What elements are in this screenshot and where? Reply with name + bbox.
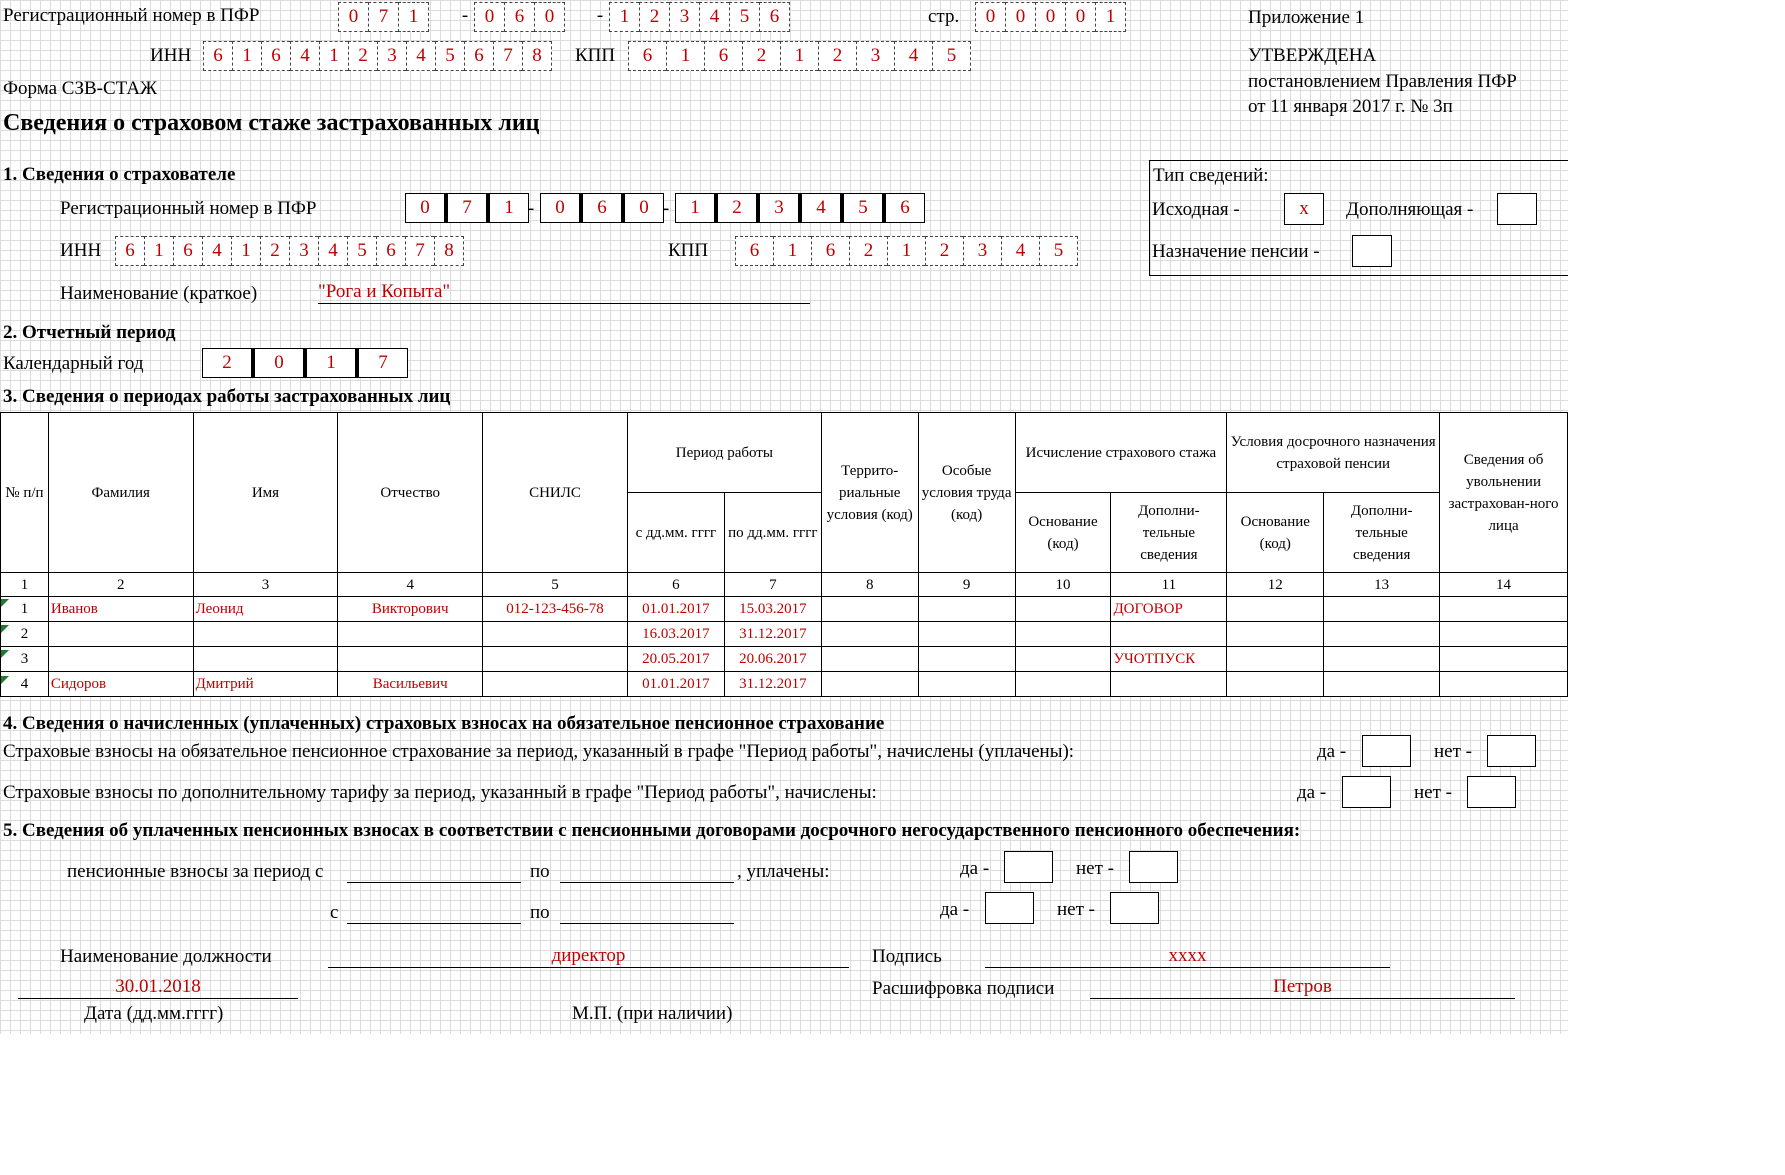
s5-period2-to-field[interactable] [560,901,734,924]
digit-cell[interactable]: 5 [843,193,885,223]
digit-cell[interactable]: 3 [377,41,406,71]
page-label: стр. [928,6,960,27]
s5-line1-yes-box[interactable] [1004,851,1053,883]
cell-marker-icon [1,599,9,607]
dash: - [596,5,604,26]
digit-cell[interactable]: 7 [447,193,489,223]
date-label: Дата (дд.мм.гггг) [84,1003,224,1024]
info-type-initial-box[interactable]: х [1284,193,1324,225]
s4-line1-yes-box[interactable] [1362,735,1411,767]
s1-name-field[interactable] [318,281,810,304]
cell-surname[interactable]: Иванов [48,597,193,622]
digit-cell[interactable]: 0 [975,2,1005,32]
s5-to2-label: по [530,902,550,923]
s5-from2-label: с [330,902,339,923]
digit-cell[interactable]: 0 [338,2,368,32]
info-type-supplement-box[interactable] [1497,193,1537,225]
cell-name[interactable] [193,647,338,672]
dash: - [662,198,670,219]
col-number: 6 [627,573,724,597]
s5-period1-from-field[interactable] [347,860,521,883]
approved-label: УТВЕРЖДЕНА [1248,45,1377,66]
col-number: 10 [1015,573,1111,597]
s1-kpp-label: КПП [668,240,709,261]
digit-cell[interactable]: 4 [894,41,932,71]
s5-line1-yes-label: да - [960,858,990,879]
section2-title: 2. Отчетный период [3,322,176,343]
digit-cell[interactable]: 0 [1005,2,1035,32]
digit-cell[interactable]: 0 [624,193,664,223]
cell-surname[interactable] [48,647,193,672]
s1-reg-label: Регистрационный номер в ПФР [60,198,317,219]
digit-cell[interactable]: 6 [115,236,144,266]
cell-name[interactable]: Дмитрий [193,672,338,697]
s1-kpp-cells [735,236,1078,266]
cell-special[interactable] [918,622,1015,647]
cell-territory[interactable] [821,597,918,622]
digit-cell[interactable]: 2 [260,236,289,266]
approved-by: постановлением Правления ПФР [1248,71,1517,92]
cell-snils[interactable]: 012-123-456-78 [483,597,628,622]
s4-line2-no-box[interactable] [1467,776,1516,808]
th-patronymic: Отчество [338,413,483,573]
digit-cell[interactable]: 6 [464,41,493,71]
digit-cell[interactable]: 6 [759,2,790,32]
s4-line2: Страховые взносы по дополнительному тарифу за период, указанный в графе "Период работы", начислены: [3,782,877,803]
digit-cell[interactable]: 1 [675,193,717,223]
cell-surname[interactable] [48,622,193,647]
th-snils: СНИЛС [483,413,628,573]
cell-from[interactable]: 16.03.2017 [627,622,724,647]
digit-cell[interactable]: 1 [398,2,429,32]
digit-cell[interactable]: 0 [254,348,306,378]
s5-line2-no-box[interactable] [1110,892,1159,924]
table-row [1,597,1568,622]
s5-paid-label: , уплачены: [737,861,830,882]
digit-cell[interactable]: 7 [405,236,434,266]
s5-to-label: по [530,861,550,882]
s1-reg-cells-b [540,193,664,223]
cell-special[interactable] [918,672,1015,697]
page-cells [975,2,1126,32]
s4-line2-yes-box[interactable] [1342,776,1391,808]
digit-cell[interactable]: 2 [348,41,377,71]
digit-cell[interactable]: 4 [801,193,843,223]
cell-calc-extra[interactable]: ДОГОВОР [1111,597,1227,622]
col-number: 4 [338,573,483,597]
col-number: 13 [1324,573,1440,597]
digit-cell[interactable]: 3 [963,236,1001,266]
digit-cell[interactable]: 3 [856,41,894,71]
digit-cell[interactable]: 4 [1001,236,1039,266]
cell-patronymic[interactable] [338,647,483,672]
digit-cell[interactable]: 7 [358,348,408,378]
digit-cell[interactable]: 1 [773,236,811,266]
decoding-label: Расшифровка подписи [872,978,1055,999]
table-row [1,622,1568,647]
th-calc-base: Основание (код) [1015,493,1111,573]
position-value: директор [551,945,626,966]
cell-early-base[interactable] [1227,597,1324,622]
digit-cell[interactable]: 1 [780,41,818,71]
th-early-base: Основание (код) [1227,493,1324,573]
digit-cell[interactable]: 4 [699,2,729,32]
position-field[interactable] [328,945,849,968]
s4-line2-no-label: нет - [1414,782,1452,803]
digit-cell[interactable]: 6 [582,193,624,223]
section3-title: 3. Сведения о периодах работы застрахованных лиц [3,386,451,407]
digit-cell[interactable]: 1 [319,41,348,71]
cell-early-extra[interactable] [1324,647,1440,672]
s1-name-label: Наименование (краткое) [60,283,258,304]
digit-cell[interactable]: 8 [522,41,552,71]
th-calc-extra: Дополни-тельные сведения [1111,493,1227,573]
table-row [1,647,1568,672]
cell-from[interactable]: 01.01.2017 [627,597,724,622]
header-reg-cells-b [474,2,565,32]
digit-cell[interactable]: 2 [818,41,856,71]
digit-cell[interactable]: 2 [639,2,669,32]
digit-cell[interactable]: 5 [729,2,759,32]
cell-calc-base[interactable] [1015,647,1111,672]
header-inn-cells [203,41,552,71]
digit-cell[interactable]: 5 [347,236,376,266]
digit-cell[interactable]: 3 [759,193,801,223]
header-kpp-cells [628,41,971,71]
digit-cell[interactable]: 5 [1039,236,1078,266]
cell-snils[interactable] [483,672,628,697]
s5-period1-to-field[interactable] [560,860,734,883]
digit-cell[interactable]: 1 [306,348,358,378]
cell-patronymic[interactable]: Васильевич [338,672,483,697]
info-type-label: Тип сведений: [1153,165,1269,186]
s1-inn-cells [115,236,464,266]
digit-cell[interactable]: 0 [405,193,447,223]
cell-calc-base[interactable] [1015,622,1111,647]
col-number: 9 [918,573,1015,597]
signature-field[interactable] [985,945,1390,968]
section5-title: 5. Сведения об уплаченных пенсионных взносах в соответствии с пенсионными договорами досрочного негосударственного пенсионного обеспечения: [3,820,1301,841]
cell-early-base[interactable] [1227,622,1324,647]
s1-inn-label: ИНН [60,240,102,261]
cell-marker-icon [1,625,9,633]
dash: - [527,198,535,219]
digit-cell[interactable]: 6 [261,41,290,71]
digit-cell[interactable]: 6 [376,236,405,266]
col-number: 1 [1,573,49,597]
digit-cell[interactable]: 6 [173,236,202,266]
digit-cell[interactable]: 5 [435,41,464,71]
s1-name-value: "Рога и Копыта" [318,281,451,302]
th-surname: Фамилия [48,413,193,573]
digit-cell[interactable]: 6 [735,236,773,266]
digit-cell[interactable]: 0 [540,193,582,223]
s5-line2-yes-label: да - [940,899,970,920]
digit-cell[interactable]: 1 [232,41,261,71]
cell-from[interactable]: 20.05.2017 [627,647,724,672]
digit-cell[interactable]: 3 [289,236,318,266]
header-inn-label: ИНН [150,45,192,66]
s5-line1-no-box[interactable] [1129,851,1178,883]
digit-cell[interactable]: 2 [717,193,759,223]
s1-reg-cells-c [675,193,925,223]
digit-cell[interactable]: 6 [704,41,742,71]
appendix-note: Приложение 1 [1248,7,1365,28]
cell-num[interactable]: 3 [1,647,49,672]
signature-value: хххх [1168,945,1207,966]
digit-cell[interactable]: 1 [887,236,925,266]
periods-table [0,412,1568,697]
signature-label: Подпись [872,946,942,967]
digit-cell[interactable]: 6 [811,236,849,266]
info-type-initial-label: Исходная - [1152,199,1240,220]
cell-calc-base[interactable] [1015,672,1111,697]
date-field[interactable] [18,976,298,999]
digit-cell[interactable]: 2 [925,236,963,266]
digit-cell[interactable]: 8 [434,236,464,266]
cell-dismissal[interactable] [1440,622,1568,647]
digit-cell[interactable]: 1 [144,236,173,266]
th-dismissal: Сведения об увольнении застрахован-ного лица [1440,413,1568,573]
cell-calc-extra[interactable] [1111,672,1227,697]
cell-surname[interactable]: Сидоров [48,672,193,697]
cell-early-extra[interactable] [1324,672,1440,697]
digit-cell[interactable]: 7 [493,41,522,71]
digit-cell[interactable]: 6 [203,41,232,71]
digit-cell[interactable]: 4 [318,236,347,266]
col-number: 14 [1440,573,1568,597]
cell-snils[interactable] [483,647,628,672]
dash: - [461,5,469,26]
digit-cell[interactable]: 1 [1095,2,1126,32]
cell-to[interactable]: 15.03.2017 [724,597,821,622]
digit-cell[interactable]: 0 [534,2,565,32]
cell-patronymic[interactable]: Викторович [338,597,483,622]
s4-line1-yes-label: да - [1317,741,1347,762]
s5-line1-prefix: пенсионные взносы за период с [67,861,324,882]
cell-num[interactable]: 2 [1,622,49,647]
cell-patronymic[interactable] [338,622,483,647]
col-number: 3 [193,573,338,597]
header-reg-label: Регистрационный номер в ПФР [3,5,260,26]
s4-line1-no-box[interactable] [1487,735,1536,767]
decoding-field[interactable] [1090,976,1515,999]
cell-territory[interactable] [821,622,918,647]
cell-marker-icon [1,676,9,684]
approved-date: от 11 января 2017 г. № 3п [1248,96,1453,117]
cell-early-extra[interactable] [1324,622,1440,647]
cell-territory[interactable] [821,647,918,672]
s5-period2-from-field[interactable] [347,901,521,924]
year-label: Календарный год [3,353,144,374]
section1-title: 1. Сведения о страхователе [3,164,236,185]
year-cells [202,348,408,378]
col-number: 7 [724,573,821,597]
header-kpp-label: КПП [575,45,616,66]
cell-calc-extra[interactable] [1111,622,1227,647]
s4-line1-no-label: нет - [1434,741,1472,762]
digit-cell[interactable]: 4 [290,41,319,71]
digit-cell[interactable]: 2 [849,236,887,266]
th-special: Особые условия труда (код) [918,413,1015,573]
th-num: № п/п [1,413,49,573]
cell-early-extra[interactable] [1324,597,1440,622]
col-number: 12 [1227,573,1324,597]
digit-cell[interactable]: 7 [368,2,398,32]
stamp-label: М.П. (при наличии) [572,1003,733,1024]
th-from: с дд.мм. гггг [627,493,724,573]
cell-to[interactable]: 31.12.2017 [724,672,821,697]
cell-dismissal[interactable] [1440,597,1568,622]
th-early: Условия досрочного назначения страховой пенсии [1227,413,1440,493]
cell-territory[interactable] [821,672,918,697]
cell-early-base[interactable] [1227,672,1324,697]
th-name: Имя [193,413,338,573]
digit-cell[interactable]: 6 [628,41,666,71]
cell-calc-base[interactable] [1015,597,1111,622]
cell-from[interactable]: 01.01.2017 [627,672,724,697]
info-type-pension-box[interactable] [1352,235,1392,267]
digit-cell[interactable]: 1 [231,236,260,266]
position-label: Наименование должности [60,946,272,967]
th-period: Период работы [627,413,821,493]
th-to: по дд.мм. гггг [724,493,821,573]
cell-num[interactable]: 4 [1,672,49,697]
info-type-supplement-label: Дополняющая - [1346,199,1474,220]
digit-cell[interactable]: 1 [609,2,639,32]
col-number: 11 [1111,573,1227,597]
s5-line2-no-label: нет - [1057,899,1095,920]
cell-snils[interactable] [483,622,628,647]
s5-line2-yes-box[interactable] [985,892,1034,924]
date-value: 30.01.2018 [115,976,201,997]
col-number: 2 [48,573,193,597]
cell-name[interactable]: Леонид [193,597,338,622]
digit-cell[interactable]: 3 [669,2,699,32]
cell-marker-icon [1,650,9,658]
s4-line2-yes-label: да - [1297,782,1327,803]
decoding-value: Петров [1273,976,1332,997]
cell-calc-extra[interactable]: УЧОТПУСК [1111,647,1227,672]
cell-dismissal[interactable] [1440,672,1568,697]
s5-line1-no-label: нет - [1076,858,1114,879]
s1-reg-cells-a [405,193,529,223]
digit-cell[interactable]: 2 [202,348,254,378]
s4-line1: Страховые взносы на обязательное пенсионное страхование за период, указанный в графе "Период работы", начислены (уплачены): [3,741,1075,762]
page-title: Сведения о страховом стаже застрахованных лиц [3,110,540,136]
cell-dismissal[interactable] [1440,647,1568,672]
info-type-pension-label: Назначение пенсии - [1152,241,1320,262]
digit-cell[interactable]: 6 [885,193,925,223]
digit-cell[interactable]: 6 [504,2,534,32]
table-row [1,672,1568,697]
th-early-extra: Дополни-тельные сведения [1324,493,1440,573]
digit-cell[interactable]: 1 [489,193,529,223]
digit-cell[interactable]: 2 [742,41,780,71]
cell-name[interactable] [193,622,338,647]
header-reg-cells-c [609,2,790,32]
digit-cell[interactable]: 1 [666,41,704,71]
section4-title: 4. Сведения о начисленных (уплаченных) страховых взносах на обязательное пенсионное страхование [3,713,885,734]
digit-cell[interactable]: 4 [406,41,435,71]
cell-to[interactable]: 31.12.2017 [724,622,821,647]
cell-num[interactable]: 1 [1,597,49,622]
cell-to[interactable]: 20.06.2017 [724,647,821,672]
cell-early-base[interactable] [1227,647,1324,672]
digit-cell[interactable]: 0 [474,2,504,32]
form-name: Форма СЗВ-СТАЖ [3,78,158,99]
digit-cell[interactable]: 0 [1035,2,1065,32]
cell-special[interactable] [918,597,1015,622]
digit-cell[interactable]: 0 [1065,2,1095,32]
digit-cell[interactable]: 5 [932,41,971,71]
th-territory: Террито-риальные условия (код) [821,413,918,573]
col-number: 5 [483,573,628,597]
th-calc: Исчисление страхового стажа [1015,413,1227,493]
header-reg-cells-a [338,2,429,32]
col-number: 8 [821,573,918,597]
digit-cell[interactable]: 4 [202,236,231,266]
cell-special[interactable] [918,647,1015,672]
